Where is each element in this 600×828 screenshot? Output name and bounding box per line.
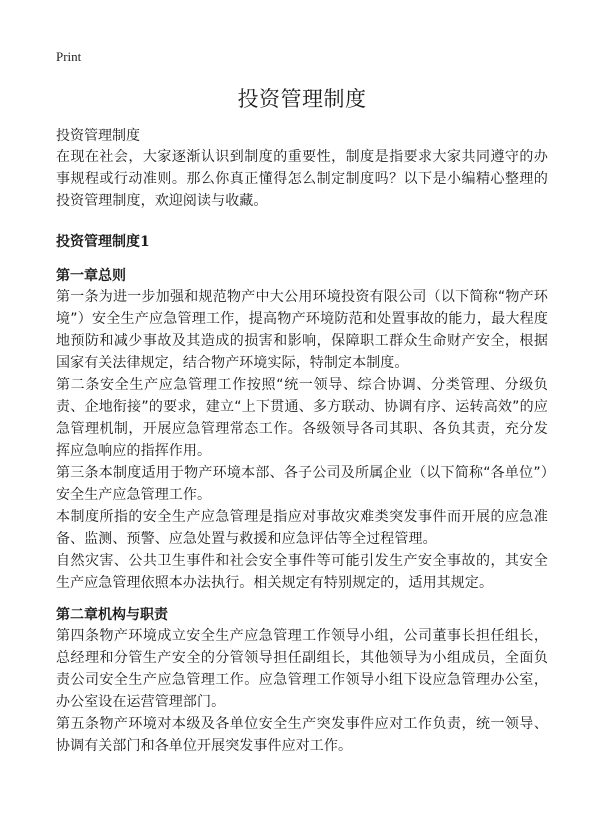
document-title: 投资管理制度	[237, 87, 367, 111]
chapter-1-heading: 第一章总则	[56, 268, 126, 284]
intro-paragraph: 在现在社会，大家逐渐认识到制度的重要性，制度是指要求大家共同遵守的办事规程或行动准则。那么你真正懂得怎么制定制度吗？以下是小编精心整理的投资管理制度，欢迎阅读与收藏。	[56, 149, 548, 209]
article-5-paragraph: 第五条物产环境对本级及各单位安全生产突发事件应对工作负责，统一领导、协调有关部门和各单位开展突发事件应对工作。	[56, 716, 548, 754]
article-1-paragraph: 第一条为进一步加强和规范物产中大公用环境投资有限公司（以下简称“物产环境”）安全生产应急管理工作，提高物产环境防范和处置事故的能力，最大程度地预防和减少事故及其造成的损害和影响，保障职工群众生命财产安全，根据国家有关法律规定，结合物产环境实际，特制定本制度。	[56, 289, 548, 371]
chapter-2-heading: 第二章机构与职责	[56, 607, 168, 623]
scope-definition-paragraph: 本制度所指的安全生产应急管理是指应对事故灾难类突发事件而开展的应急准备、监测、预警、应急处置与救援和应急评估等全过程管理。	[56, 509, 548, 547]
article-3-paragraph: 第三条本制度适用于物产环境本部、各子公司及所属企业（以下简称“各单位”）安全生产应急管理工作。	[56, 465, 548, 503]
special-provisions-paragraph: 自然灾害、公共卫生事件和社会安全事件等可能引发生产安全事故的，其安全生产应急管理依照本办法执行。相关规定有特别规定的，适用其规定。	[56, 553, 548, 591]
article-4-paragraph: 第四条物产环境成立安全生产应急管理工作领导小组，公司董事长担任组长，总经理和分管生产安全的分管领导担任副组长，其他领导为小组成员，全面负责公司安全生产应急管理工作。应急管理工作领导小组下设应急管理办公室，办公室设在运营管理部门。	[56, 628, 548, 710]
article-2-paragraph: 第二条安全生产应急管理工作按照“统一领导、综合协调、分类管理、分级负责、企地衔接”的要求，建立“上下贯通、多方联动、协调有序、运转高效”的应急管理机制，开展应急管理常态工作。各级领导各司其职、各负其责，充分发挥应急响应的指挥作用。	[56, 377, 548, 459]
print-link[interactable]: Print	[56, 49, 82, 64]
section-heading: 投资管理制度1	[56, 234, 150, 250]
document-subtitle: 投资管理制度	[56, 128, 140, 144]
